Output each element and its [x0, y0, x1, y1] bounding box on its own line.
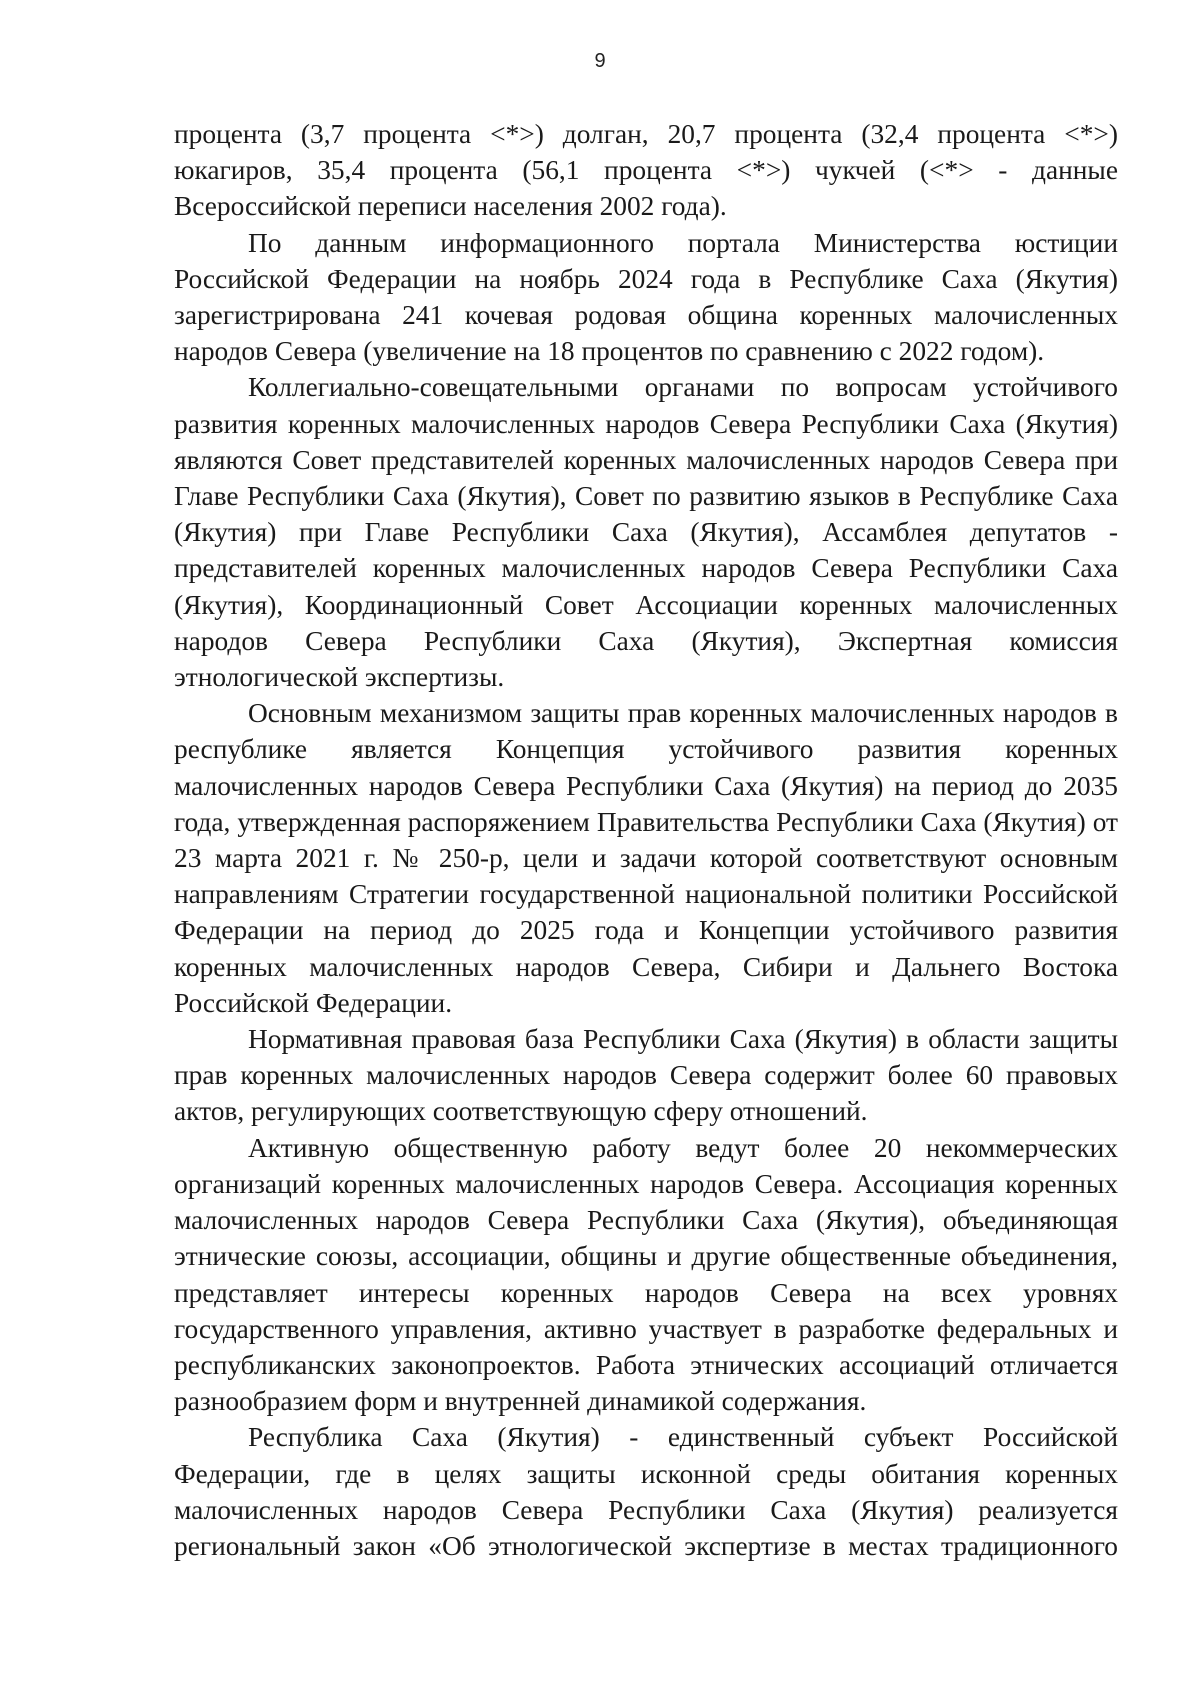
- paragraph-legal-framework: Нормативная правовая база Республики Саха (Якутия) в области защиты прав коренных малочисленных народов Севера содержит более 60 правовых актов, регулирующих соответствующую сферу отношений.: [174, 1024, 1118, 1127]
- paragraph-public-organizations: Активную общественную работу ведут более 20 некоммерческих организаций коренных малочисленных народов Севера. Ассоциация коренных малочисленных народов Севера Республики Саха (Якутия), объединяющая этнические союзы, ассоциации, общины и другие общественные объединения, представляет интересы коренных народов Севера на всех уровнях государственного управления, активно участвует в разработке федеральных и республиканских законопроектов. Работа этнических ассоциаций отличается разнообразием форм и внутренней динамикой содержания.: [174, 1132, 1118, 1417]
- paragraph-rights-protection-concept: Основным механизмом защиты прав коренных малочисленных народов в республике является Концепция устойчивого развития коренных малочисленных народов Севера Республики Саха (Якутия) на период до 2035 года, утвержденная распоряжением Правительства Республики Саха (Якутия) от 23 марта 2021 г. № 250-р, цели и задачи которой соответствуют основным направлениям Стратегии государственной национальной политики Российской Федерации на период до 2025 года и Концепции устойчивого развития коренных малочисленных народов Севера, Сибири и Дальнего Востока Российской Федерации.: [174, 698, 1118, 1018]
- document-body: [174, 116, 1118, 1564]
- paragraph-population-shares: процента (3,7 процента <*>) долган, 20,7 процента (32,4 процента <*>) юкагиров, 35,4 процента (56,1 процента <*>) чукчей (<*> - данные Всероссийской переписи населения 2002 года).: [174, 119, 1118, 222]
- paragraph-ethnological-expertise-law: Республика Саха (Якутия) - единственный субъект Российской Федерации, где в целях защиты исконной среды обитания коренных малочисленных народов Севера Республики Саха (Якутия) реализуется региональный закон «Об этнологической экспертизе в местах традиционного: [174, 1422, 1118, 1561]
- paragraph-advisory-bodies: Коллегиально-совещательными органами по вопросам устойчивого развития коренных малочисленных народов Севера Республики Саха (Якутия) являются Совет представителей коренных малочисленных народов Севера при Главе Республики Саха (Якутия), Совет по развитию языков в Республике Саха (Якутия) при Главе Республики Саха (Якутия), Ассамблея депутатов - представителей коренных малочисленных народов Севера Республики Саха (Якутия), Координационный Совет Ассоциации коренных малочисленных народов Севера Республики Саха (Якутия), Экспертная комиссия этнологической экспертизы.: [174, 372, 1118, 693]
- paragraph-registered-communities: По данным информационного портала Министерства юстиции Российской Федерации на ноябрь 2024 года в Республике Саха (Якутия) зарегистрирована 241 кочевая родовая община коренных малочисленных народов Севера (увеличение на 18 процентов по сравнению с 2022 годом).: [174, 227, 1118, 367]
- page-number: 9: [594, 50, 606, 72]
